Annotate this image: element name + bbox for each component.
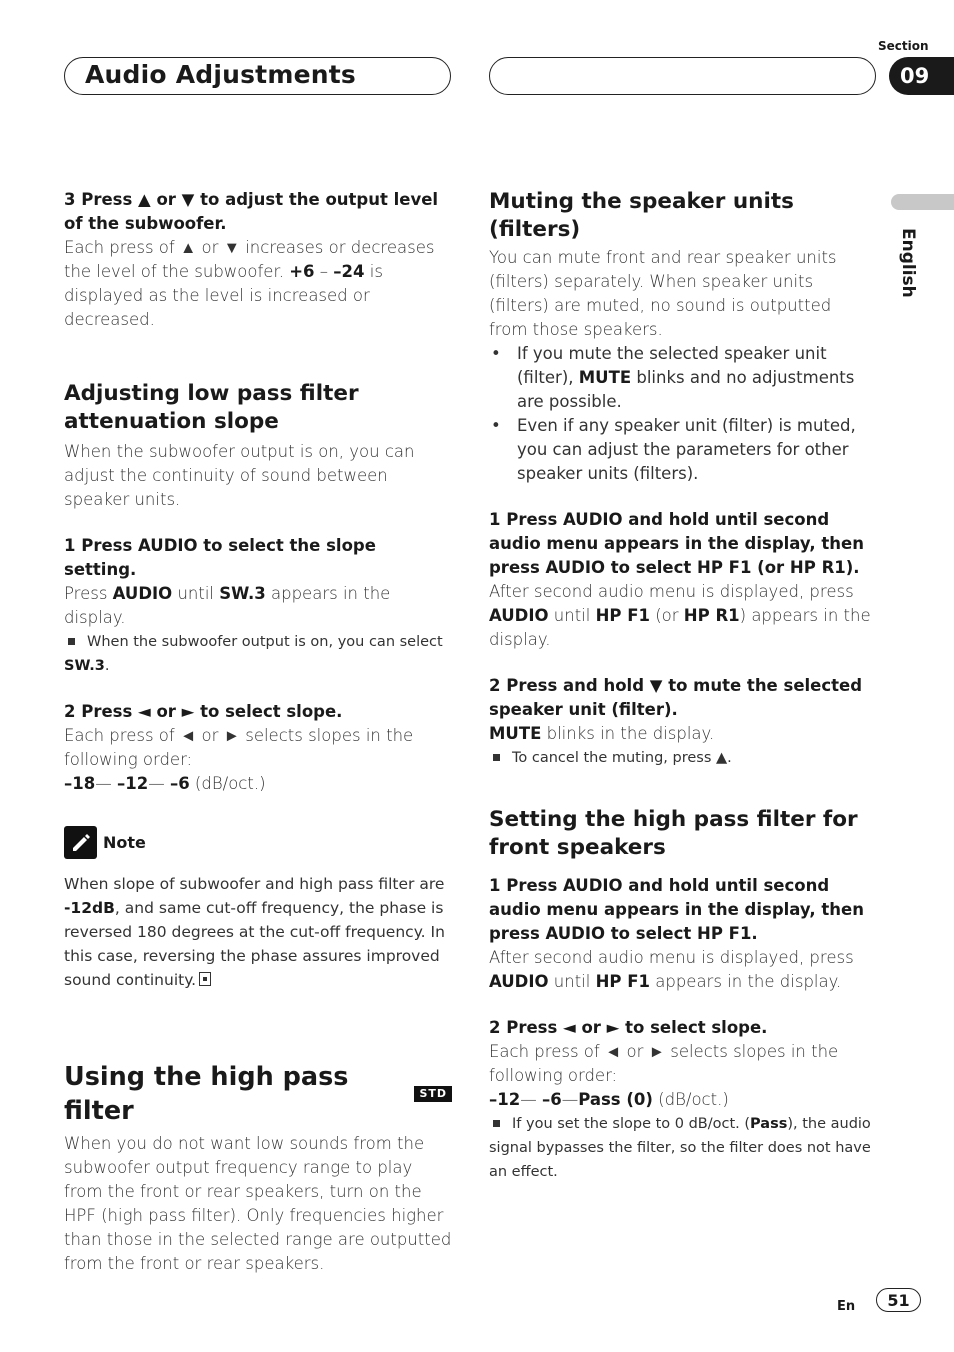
lpf-step1-note: When the subwoofer output is on, you can select SW.3. (64, 634, 443, 674)
section-label: Section (878, 39, 929, 53)
hpf-step2-title: 2 Press ◄ or ► to select slope. (489, 1018, 768, 1037)
end-mark-icon (199, 972, 211, 986)
note-square-icon (493, 1120, 500, 1127)
mute-step2-title: 2 Press and hold ▼ to mute the selected speaker unit (filter). (489, 676, 863, 719)
lpf-intro: When the subwoofer output is on, you can adjust the continuity of sound between speaker units. (64, 442, 415, 509)
lpf-step1-body: Press AUDIO until SW.3 appears in the display. (64, 584, 391, 627)
hpf-heading: Using the high pass filter STD (64, 1060, 452, 1128)
step3-title: 3 Press ▲ or ▼ to adjust the output level of the subwoofer. (64, 190, 439, 233)
mute-step1-body: After second audio menu is displayed, press AUDIO until HP F1 (or HP R1) appears in the display. (489, 582, 871, 649)
lpf-step2-body: Each press of ◄ or ► selects slopes in the following order: (64, 726, 414, 769)
header-right-box (489, 57, 876, 95)
language-tab-bar (891, 194, 954, 210)
chapter-title: Audio Adjustments (85, 60, 356, 89)
std-badge-icon: STD (414, 1086, 452, 1102)
hpf-step2-body: Each press of ◄ or ► selects slopes in the following order: (489, 1042, 839, 1085)
chapter-title-box (64, 57, 451, 95)
hpf-slope-order: –12— –6—Pass (0) (dB/oct.) (489, 1090, 729, 1109)
lpf-slope-order: –18— –12— –6 (dB/oct.) (64, 774, 266, 793)
note-text: When slope of subwoofer and high pass filter are -12dB, and same cut-off frequency, the phase is reversed 180 degrees at the cut-off frequency. In this case, reversing the phase assures improved sound continuity. (64, 875, 445, 989)
footer-language-code: En (837, 1299, 856, 1314)
note-square-icon (493, 754, 500, 761)
lpf-step2-title: 2 Press ◄ or ► to select slope. (64, 702, 343, 721)
right-column (489, 188, 873, 1184)
pencil-note-icon (64, 826, 97, 859)
lpf-heading: Adjusting low pass filter attenuation slope (64, 381, 359, 434)
lpf-step1-title: 1 Press AUDIO to select the slope setting. (64, 536, 376, 579)
hpf-step1-title: 1 Press AUDIO and hold until second audio menu appears in the display, then press AUDIO to select HP F1. (489, 876, 864, 943)
hpf-intro: When you do not want low sounds from the subwoofer output frequency range to play from the front or rear speakers, turn on the HPF (high pass filter). Only frequencies higher than those in the selected range are outputted from the front or rear speakers. (64, 1134, 452, 1273)
note-square-icon (68, 638, 75, 645)
mute-bullet-1: • If you mute the selected speaker unit (filter), MUTE blinks and no adjustments are possible. (491, 344, 855, 411)
language-tab-label: English (898, 228, 918, 298)
mute-bullet-2: • Even if any speaker unit (filter) is muted, you can adjust the parameters for other speaker units (filters). (491, 416, 856, 483)
hpf-front-heading: Setting the high pass filter for front speakers (489, 807, 858, 860)
mute-intro: You can mute front and rear speaker units (filters) separately. When speaker units (filters) are muted, no sound is outputted from those speakers. (489, 248, 837, 339)
mute-step2-note: To cancel the muting, press ▲. (489, 746, 873, 770)
hpf-step1-body: After second audio menu is displayed, press AUDIO until HP F1 appears in the display. (489, 948, 854, 991)
note-header (64, 826, 452, 858)
left-column (64, 188, 452, 1276)
step3-body: Each press of ▲ or ▼ increases or decreases the level of the subwoofer. +6 – –24 is displayed as the level is increased or decreased. (64, 238, 435, 329)
note-title: Note (103, 832, 146, 852)
mute-step1-title: 1 Press AUDIO and hold until second audio menu appears in the display, then press AUDIO to select HP F1 (or HP R1). (489, 510, 864, 577)
section-number: 09 (889, 57, 954, 95)
mute-step2-body: MUTE blinks in the display. (489, 724, 715, 743)
hpf-step2-note: If you set the slope to 0 dB/oct. (Pass), the audio signal bypasses the filter, so the filter does not have an effect. (489, 1116, 871, 1180)
mute-heading: Muting the speaker units (filters) (489, 189, 794, 242)
page-number: 51 (876, 1288, 921, 1312)
